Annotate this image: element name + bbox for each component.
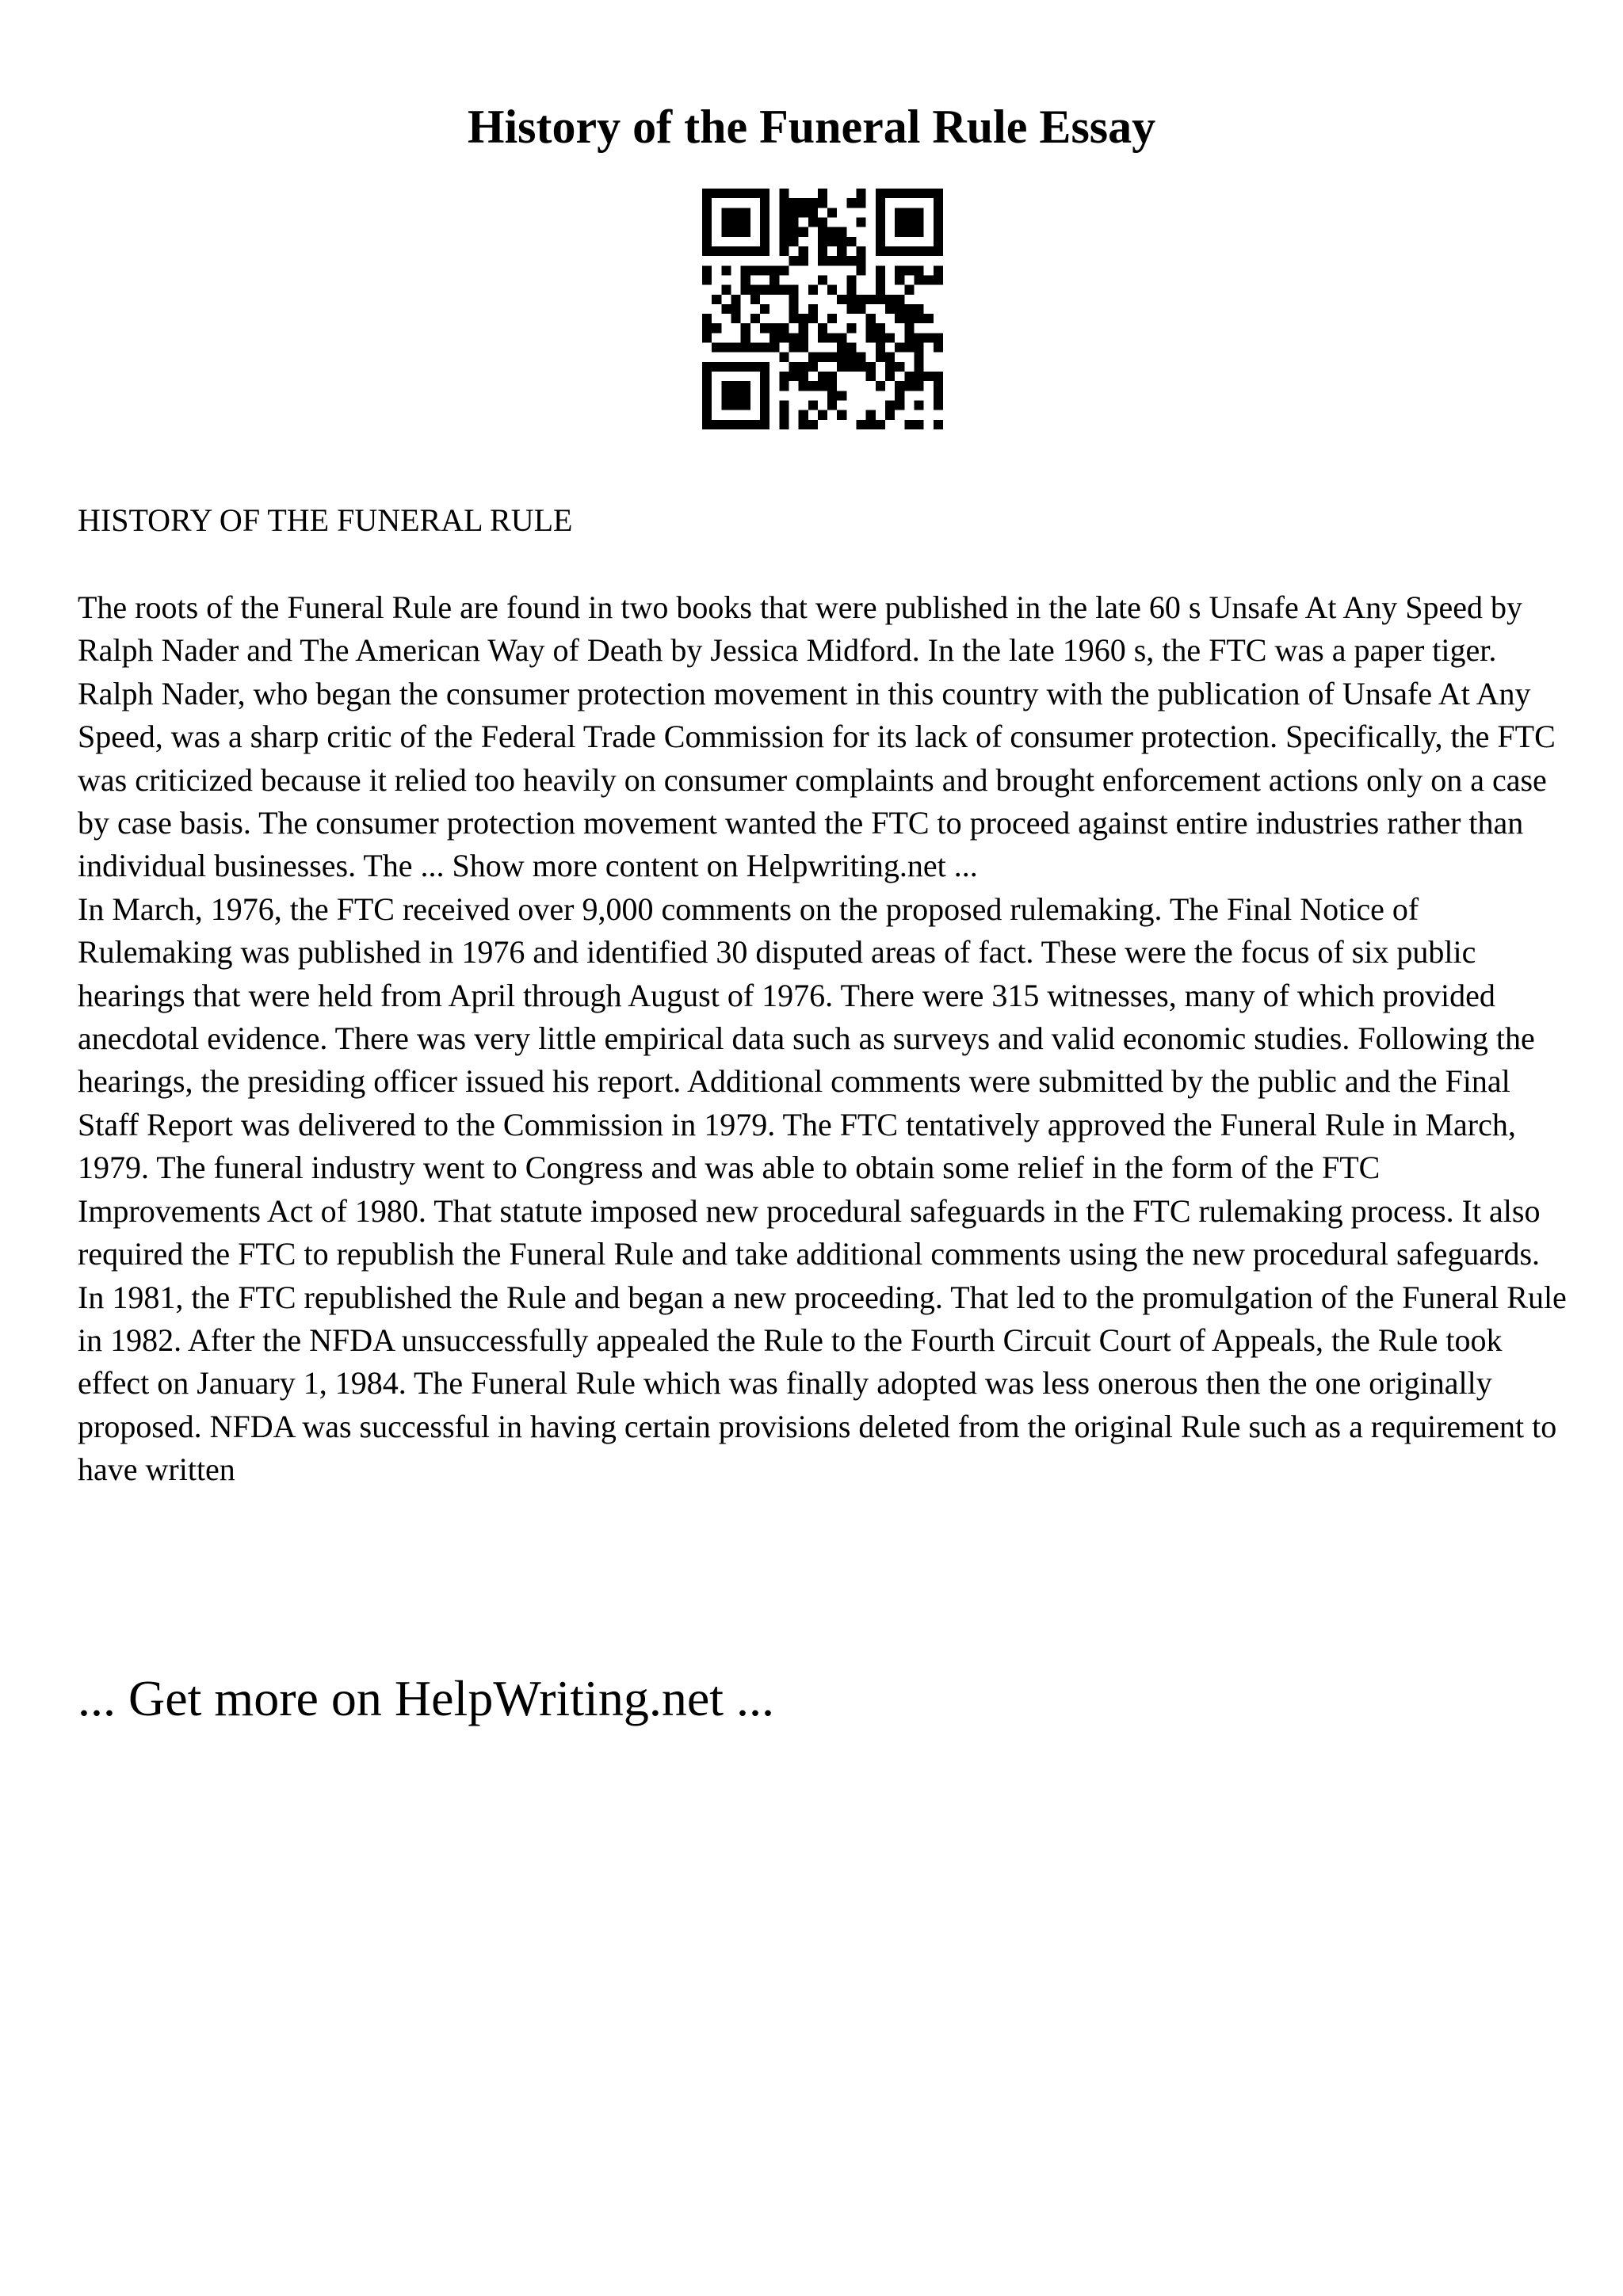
document-title: History of the Funeral Rule Essay [467,101,1156,153]
essay-paragraph: In March, 1976, the FTC received over 9,000 comments on the proposed rulemaking. The Final Notice of Rulemaking was published in 1976 and identified 30 disputed areas of fact. These were the focus of six public hearings that were held from April through August of 1976. There were 315 witnesses, many of which provided anecdotal evidence. There was very little empirical data such as surveys and valid economic studies. Following the hearings, the presiding officer issued his report. Additional comments were submitted by the public and the Final Staff Report was delivered to the Commission in 1979. The FTC tentatively approved the Funeral Rule in March, 1979. The funeral industry went to Congress and was able to obtain some relief in the form of the FTC Improvements Act of 1980. That statute imposed new procedural safeguards in the FTC rulemaking process. It also required the FTC to republish the Funeral Rule and take additional comments using the new procedural safeguards. In 1981, the FTC republished the Rule and began a new proceeding. That led to the promulgation of the Funeral Rule in 1982. After the NFDA unsuccessfully appealed the Rule to the Fourth Circuit Court of Appeals, the Rule took effect on January 1, 1984. The Funeral Rule which was finally adopted was less onerous then the one originally proposed. NFDA was successful in having certain provisions deleted from the original Rule such as a requirement to have written [78,891,1567,1488]
get-more-link[interactable]: ... Get more on HelpWriting.net ... [78,1670,774,1726]
section-heading: HISTORY OF THE FUNERAL RULE [78,502,573,538]
qr-code-icon [702,189,943,429]
essay-body [78,586,1568,1492]
essay-paragraph: The roots of the Funeral Rule are found in two books that were published in the late 60 s Unsafe At Any Speed by Ralph Nader and The American Way of Death by Jessica Midford. In the late 1960 s, the FTC was a paper tiger. Ralph Nader, who began the consumer protection movement in this country with the publication of Unsafe At Any Speed, was a sharp critic of the Federal Trade Commission for its lack of consumer protection. Specifically, the FTC was criticized because it relied too heavily on consumer complaints and brought enforcement actions only on a case by case basis. The consumer protection movement wanted the FTC to proceed against entire industries rather than individual businesses. The ... Show more content on Helpwriting.net ... [78,589,1556,884]
